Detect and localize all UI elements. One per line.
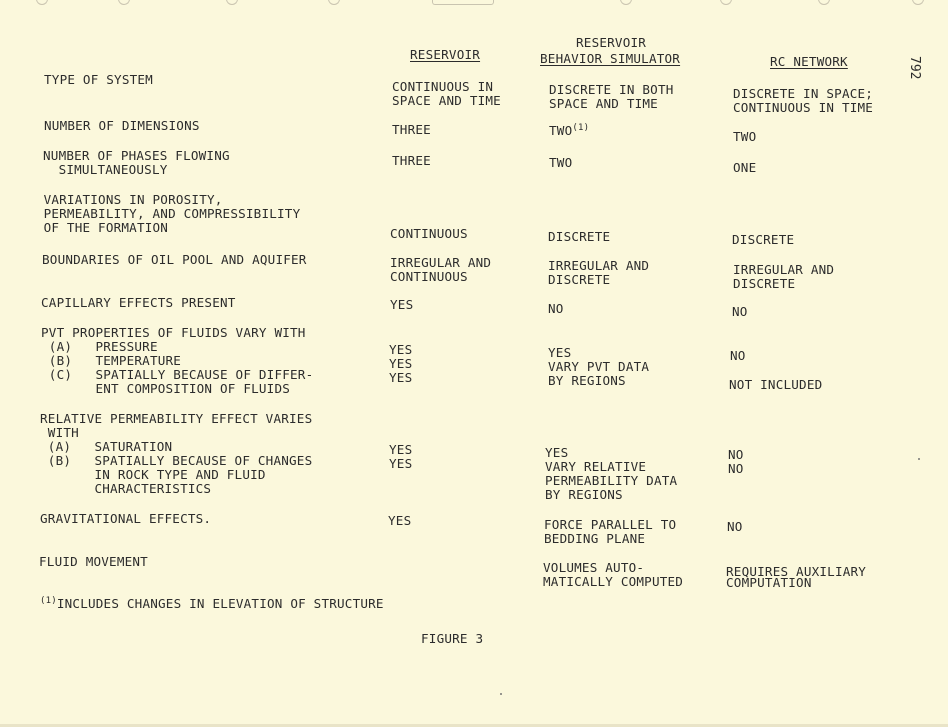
cell-rc-phases: ONE [733,160,757,175]
footnote-ref: (1) [572,122,590,133]
footnote-text: INCLUDES CHANGES IN ELEVATION OF STRUCTURE [56,596,384,611]
cell-simulator-phases: TWO [549,155,573,170]
cell-reservoir-gravity: YES [388,513,412,528]
binder-hole [36,0,48,5]
simulator-dimensions-value: TWO [549,123,573,138]
cell-rc-pvt-c: NOT INCLUDED [729,377,823,392]
binder-hole [818,0,830,5]
cell-simulator-relperm: YES VARY RELATIVE PERMEABILITY DATA BY REGIONS [545,445,678,502]
cell-rc-capillary: NO [732,304,748,319]
label-relperm: RELATIVE PERMEABILITY EFFECT VARIES WITH (A) SATURATION (B) SPATIALLY BECAUSE OF CHANGES IN ROCK TYPE AND FLUID CHARACTERISTICS [40,411,313,496]
label-pvt: PVT PROPERTIES OF FLUIDS VARY WITH (A) PRESSURE (B) TEMPERATURE (C) SPATIALLY BECAUSE OF DIFFER- ENT COMPOSITION OF FLUIDS [41,325,314,396]
cell-simulator-capillary: NO [548,301,564,316]
binder-hole [328,0,340,5]
label-type-of-system: TYPE OF SYSTEM [44,72,153,87]
cell-reservoir-pvt: YES YES YES [389,342,413,385]
binder-hole [226,0,238,5]
header-simulator: BEHAVIOR SIMULATOR [540,51,681,66]
header-rc-network: RC NETWORK [770,54,848,69]
label-phases: NUMBER OF PHASES FLOWING SIMULTANEOUSLY [43,148,230,177]
cell-simulator-boundaries: IRREGULAR AND DISCRETE [548,258,650,287]
label-dimensions: NUMBER OF DIMENSIONS [44,118,200,133]
cell-rc-gravity: NO [727,519,743,534]
label-gravity: GRAVITATIONAL EFFECTS. [40,511,212,526]
header-simulator-top: RESERVOIR [576,35,647,50]
cell-reservoir-dimensions: THREE [392,122,431,137]
binder-hole [912,0,924,5]
cell-rc-boundaries: IRREGULAR AND DISCRETE [733,262,835,291]
cell-rc-type: DISCRETE IN SPACE; CONTINUOUS IN TIME [733,86,874,115]
cell-simulator-dimensions [549,124,589,138]
label-fluid: FLUID MOVEMENT [39,554,148,569]
cell-reservoir-phases: THREE [392,153,431,168]
binder-hole [432,0,494,5]
cell-reservoir-type: CONTINUOUS IN SPACE AND TIME [392,79,501,108]
label-boundaries: BOUNDARIES OF OIL POOL AND AQUIFER [42,252,307,267]
cell-simulator-fluid: VOLUMES AUTO- MATICALLY COMPUTED [543,560,684,589]
footnote [40,597,384,611]
paper-speck [500,693,502,695]
cell-simulator-variations: DISCRETE [548,229,611,244]
paper-speck [918,458,920,460]
cell-reservoir-variations: CONTINUOUS [390,226,468,241]
binder-hole [720,0,732,5]
page-number: 792 [907,56,922,80]
cell-rc-relperm: NO NO [728,447,744,476]
cell-rc-pvt-a: NO [730,348,746,363]
cell-rc-variations: DISCRETE [732,232,795,247]
cell-rc-fluid: REQUIRES AUXILIARY COMPUTATION [726,564,867,590]
label-variations: VARIATIONS IN POROSITY, PERMEABILITY, AND COMPRESSIBILITY OF THE FORMATION [43,192,301,235]
cell-simulator-pvt: YES VARY PVT DATA BY REGIONS [548,345,650,388]
cell-reservoir-capillary: YES [390,297,414,312]
binder-hole [118,0,130,5]
cell-reservoir-boundaries: IRREGULAR AND CONTINUOUS [390,255,492,284]
cell-reservoir-relperm: YES YES [389,442,413,471]
binder-hole [620,0,632,5]
cell-simulator-type: DISCRETE IN BOTH SPACE AND TIME [549,82,674,111]
figure-caption: FIGURE 3 [421,631,484,646]
cell-simulator-gravity: FORCE PARALLEL TO BEDDING PLANE [544,517,677,546]
label-capillary: CAPILLARY EFFECTS PRESENT [41,295,236,310]
cell-rc-dimensions: TWO [733,129,757,144]
footnote-marker: (1) [40,595,57,606]
header-reservoir: RESERVOIR [410,47,481,62]
